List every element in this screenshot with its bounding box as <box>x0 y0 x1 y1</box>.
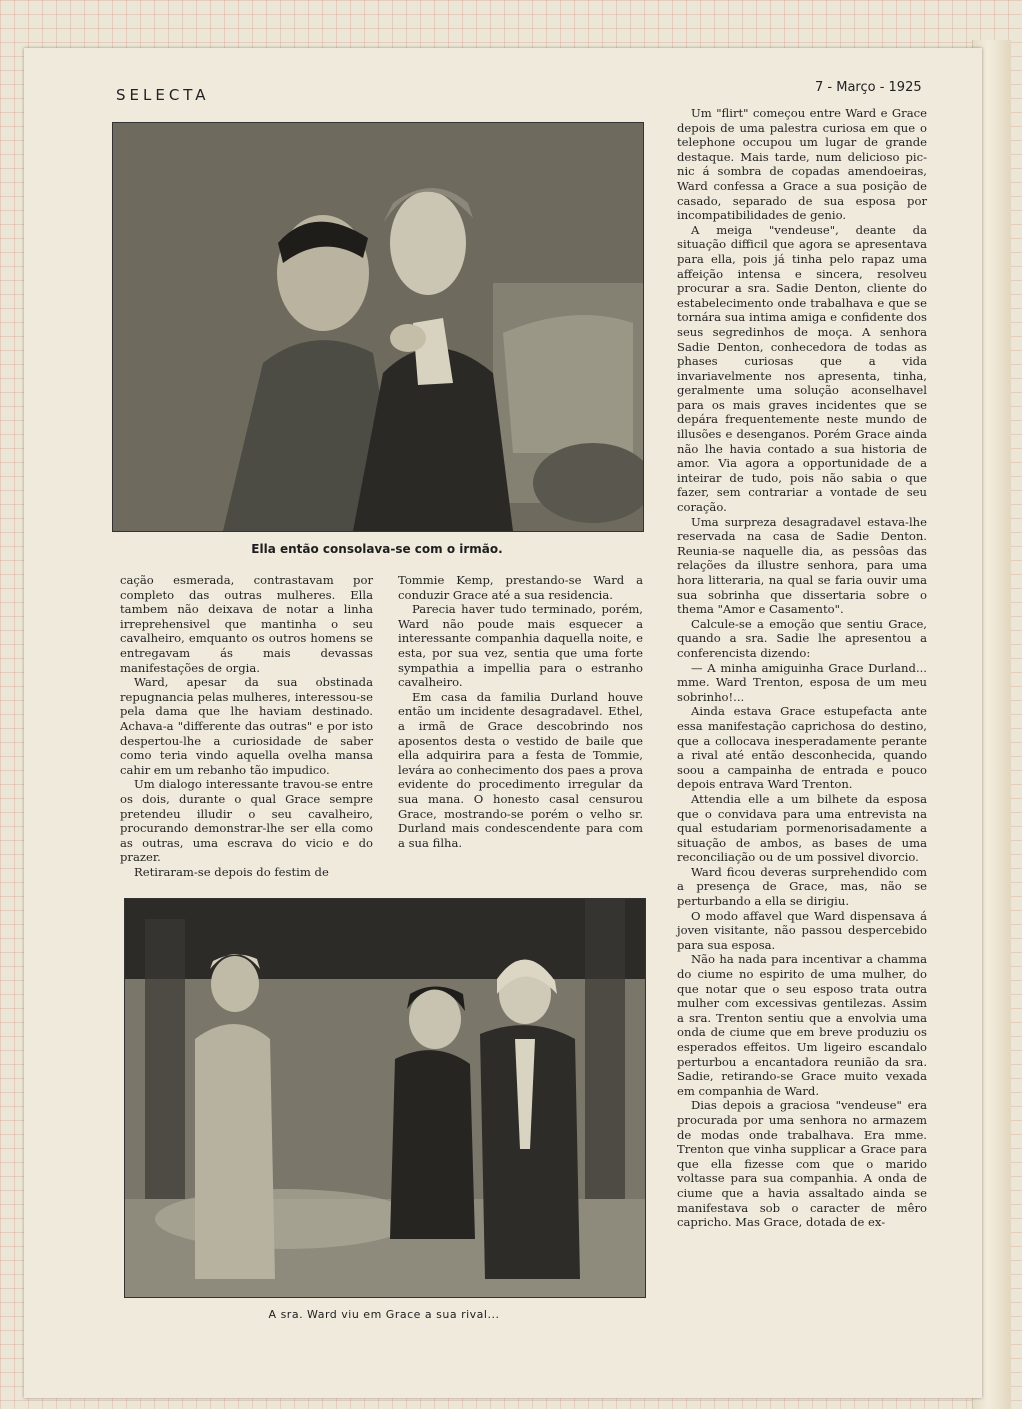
article-column-3 <box>677 106 927 1230</box>
magazine-title: SELECTA <box>116 86 210 104</box>
paragraph: Ward ficou deveras surprehendido com a presença de Grace, mas, não se perturbando a ella se dirigiu. <box>677 864 927 909</box>
paragraph: Calcule-se a emoção que sentiu Grace, quando a sra. Sadie lhe apresentou a conferencista dizendo: <box>677 616 927 660</box>
paragraph: Tommie Kemp, prestando-se Ward a conduzir Grace até a sua residencia. <box>398 573 643 602</box>
article-column-2 <box>398 573 643 850</box>
photo-caption: Ella então consolava-se com o irmão. <box>251 542 503 556</box>
paragraph: Ward, apesar da sua obstinada repugnancia pelas mulheres, interessou-se pela dama que lhe haviam destinado. Achava-a "differente das outras" e por isto despertou-lhe a curiosidade de saber como teria vindo aquella ovelha mansa cahir em um rebanho tão impudico. <box>120 675 373 777</box>
paragraph: Parecia haver tudo terminado, porém, Ward não poude mais esquecer a interessante companhia daquella noite, e esta, por sua vez, sentia que uma forte sympathia a impellia para o estranho cavalheiro. <box>398 602 643 690</box>
paragraph: — A minha amiguinha Grace Durland... mme. Ward Trenton, esposa de um meu sobrinho!... <box>677 660 927 704</box>
paragraph: Uma surpreza desagradavel estava-lhe reservada na casa de Sadie Denton. Reunia-se naquelle dia, as pessôas das relações da illustre senhora, para uma hora litteraria, na qual se faria ouvir uma sua sobrinha que dissertaria sobre o thema "Amor e Casamento". <box>677 514 927 617</box>
article-column-1 <box>120 573 373 879</box>
paragraph: O modo affavel que Ward dispensava á joven visitante, não passou despercebido para sua esposa. <box>677 908 927 952</box>
photo-embrace <box>112 122 644 532</box>
paragraph: Dias depois a graciosa "vendeuse" era procurada por uma senhora no armazem de modas onde trabalhava. Era mme. Trenton que vinha supplicar a Grace para que ella fizesse com que o marido voltasse para sua companhia. A onda de ciume que a havia assaltado ainda se manifestava sob o caracter de mêro capricho. Mas Grace, dotada de ex- <box>677 1098 927 1230</box>
paragraph: A meiga "vendeuse", deante da situação difficil que agora se apresentava para ella, pois já tinha pelo rapaz uma affeição intensa e sincera, resolveu procurar a sra. Sadie Denton, cliente do estabelecimento onde trabalhava e que se tornára sua intima amiga e confidente dos seus segredinhos de moça. A senhora Sadie Denton, conhecedora de todas as phases curiosas que a vida invariavelmente nos apresenta, tinha, geralmente uma solução aconselhavel para os mais graves incidentes que se depára frequentemente neste mundo de illusões e desenganos. Porém Grace ainda não lhe havia contado a sua historia de amor. Via agora a opportunidade de a inteirar de tudo, pois não sabia o que fazer, sem contrariar a vontade de seu coração. <box>677 222 927 515</box>
photo-three-women-image <box>125 899 645 1297</box>
paragraph: Retiraram-se depois do festim de <box>134 864 329 879</box>
paragraph: Um dialogo interessante travou-se entre os dois, durante o qual Grace sempre pretendeu illudir o seu cavalheiro, procurando demonstrar-lhe ser ella como as outras, uma escrava do vicio e do prazer. <box>120 777 373 865</box>
paragraph: Não ha nada para incentivar a chamma do ciume no espirito de uma mulher, do que notar que o seu esposo trata outra mulher com excessivas gentilezas. Assim a sra. Trenton sentiu que a envolvia uma onda de ciume que em breve produziu os esperados effeitos. Um ligeiro escandalo perturbou a encantadora reunião da sra. Sadie, retirando-se Grace muito vexada em companhia de Ward. <box>677 952 927 1098</box>
paragraph: Em casa da familia Durland houve então um incidente desagradavel. Ethel, a irmã de Grace descobrindo nos aposentos desta o vestido de baile que ella adquirira para a festa de Tommie, levára ao conhecimento dos paes a prova evidente do procedimento irregular da sua mana. O honesto casal censurou Grace, mostrando-se porém o velho sr. Durland mais condescendente para com a sua filha. <box>398 689 643 850</box>
photo-caption: A sra. Ward viu em Grace a sua rival... <box>268 1308 500 1321</box>
paragraph: cação esmerada, contrastavam por completo das outras mulheres. Ella tambem não deixava de notar a linha irreprehensivel que mantinha o seu cavalheiro, emquanto os outros homens se entregavam ás mais devassas manifestações de orgia. <box>120 573 373 675</box>
paragraph: Um "flirt" começou entre Ward e Grace depois de uma palestra curiosa em que o telephone occupou um lugar de grande destaque. Mais tarde, num delicioso pic-nic á sombra de copadas amendoeiras, Ward confessa a Grace a sua posição de casado, separado de sua esposa por incompatibilidades de genio. <box>677 106 927 223</box>
paragraph: Attendia elle a um bilhete da esposa que o convidava para uma entrevista na qual estudariam pormenorisadamente a situação de ambos, as bases de uma reconciliação ou de um possivel divorcio. <box>677 791 927 865</box>
photo-embrace-image <box>113 123 643 531</box>
photo-three-women <box>124 898 646 1298</box>
issue-date: 7 - Março - 1925 <box>815 80 922 95</box>
paragraph: Ainda estava Grace estupefacta ante essa manifestação caprichosa do destino, que a collocava inesperadamente perante a rival até então desconhecida, quando soou a campainha de entrada e pouco depois entrava Ward Trenton. <box>677 704 927 792</box>
